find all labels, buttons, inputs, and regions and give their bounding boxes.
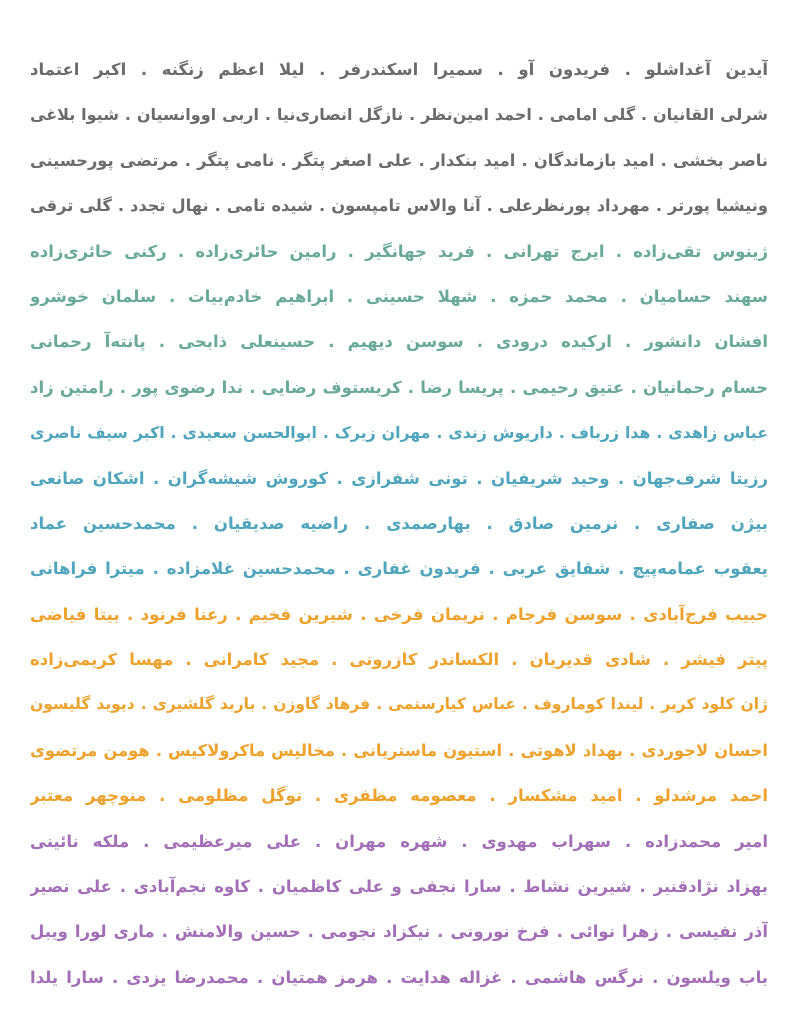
names-line: حبیب فرج‌آبادی . سوسن فرجام . نریمان فرخی . شیرین فخیم . رعنا فرنود . بیتا فیاضی (30, 604, 768, 624)
names-line: آیدین آغداشلو . فریدون آو . سمیرا اسکندرفر . لیلا اعظم زنگنه . اکبر اعتماد (30, 60, 768, 79)
names-line: یعقوب عمامه‌پیچ . شقایق عربی . فریدون غفاری . محمدحسین غلامزاده . میترا فراهانی (30, 559, 768, 579)
names-line: شرلی القانیان . گلی امامی . احمد امین‌نظر . نازگل انصاری‌نیا . اربی اووانسیان . شیوا بلاغی (30, 105, 768, 125)
names-line: امیر محمدزاده . سهراب مهدوی . شهره مهران . علی میرعظیمی . ملکه نائینی (30, 831, 768, 851)
names-line: آذر نفیسی . زهرا نوائی . فرخ نورونی . نیکزاد نجومی . حسین والامنش . ماری لورا ویبل (30, 922, 768, 942)
names-list (30, 47, 768, 1000)
names-line: حسام رحمانیان . عتیق رحیمی . پریسا رضا . کریستوف رضایی . ندا رضوی پور . رامتین زاد (30, 377, 768, 397)
names-line: عباس زاهدی . هدا زرباف . داریوش زندی . مهران زیرک . ابوالحسن سعیدی . اکبر سیف ناصری (30, 423, 768, 443)
names-line: ژان کلود کریر . لیندا کوماروف . عباس کیارستمی . فرهاد گاوزن . باربد گلشیری . دیوید گلیسون (30, 695, 768, 714)
names-line: افشان دانشور . ارکیده درودی . سوسن دیهیم . حسینعلی ذابحی . پانته‌آ رحمانی (30, 332, 768, 352)
names-line: احمد مرشدلو . امید مشکسار . معصومه مظفری . نوگل مظلومی . منوچهر معتبر (30, 786, 768, 806)
names-line: ناصر بخشی . امید بازماندگان . امید بنکدار . علی اصغر پتگر . نامی پتگر . مرتضی پورحسینی (30, 150, 768, 170)
names-line: بیژن صفاری . نرمین صادق . بهارصمدی . راضیه صدیقیان . محمدحسین عماد (30, 513, 768, 533)
names-line: بهزاد نژادقنبر . شیرین نشاط . سارا نجفی و علی کاظمیان . کاوه نجم‌آبادی . علی نصیر (30, 877, 768, 897)
names-line: باب ویلسون . نرگس هاشمی . غزاله هدایت . هرمز همتیان . محمدرضا یزدی . سارا یلدا (30, 967, 768, 987)
names-line: ونیشیا پورتر . مهرداد پورنظرعلی . آنا والاس تامپسون . شیده تامی . نهال تجدد . گلی ترقی (30, 196, 768, 216)
names-line: سهند حسامیان . محمد حمزه . شهلا حسینی . ابراهیم خادم‌بیات . سلمان خوشرو (30, 286, 768, 306)
names-line: احسان لاجوردی . بهداد لاهوتی . استیون ماستریانی . مخالیس ماکرولاکیس . هومن مرتضوی (30, 740, 768, 760)
names-line: پیتر فیشر . شادی قدیریان . الکساندر کازرونی . مجید کامرانی . مهسا کریمی‌زاده (30, 650, 768, 670)
names-line: ژینوس تقی‌زاده . ایرج تهرانی . فرید جهانگیر . رامین حائری‌زاده . رکنی حائری‌زاده (30, 241, 768, 261)
names-line: رزیتا شرف‌جهان . وحید شریفیان . تونی شفرازی . کوروش شیشه‌گران . اشکان صانعی (30, 468, 768, 488)
